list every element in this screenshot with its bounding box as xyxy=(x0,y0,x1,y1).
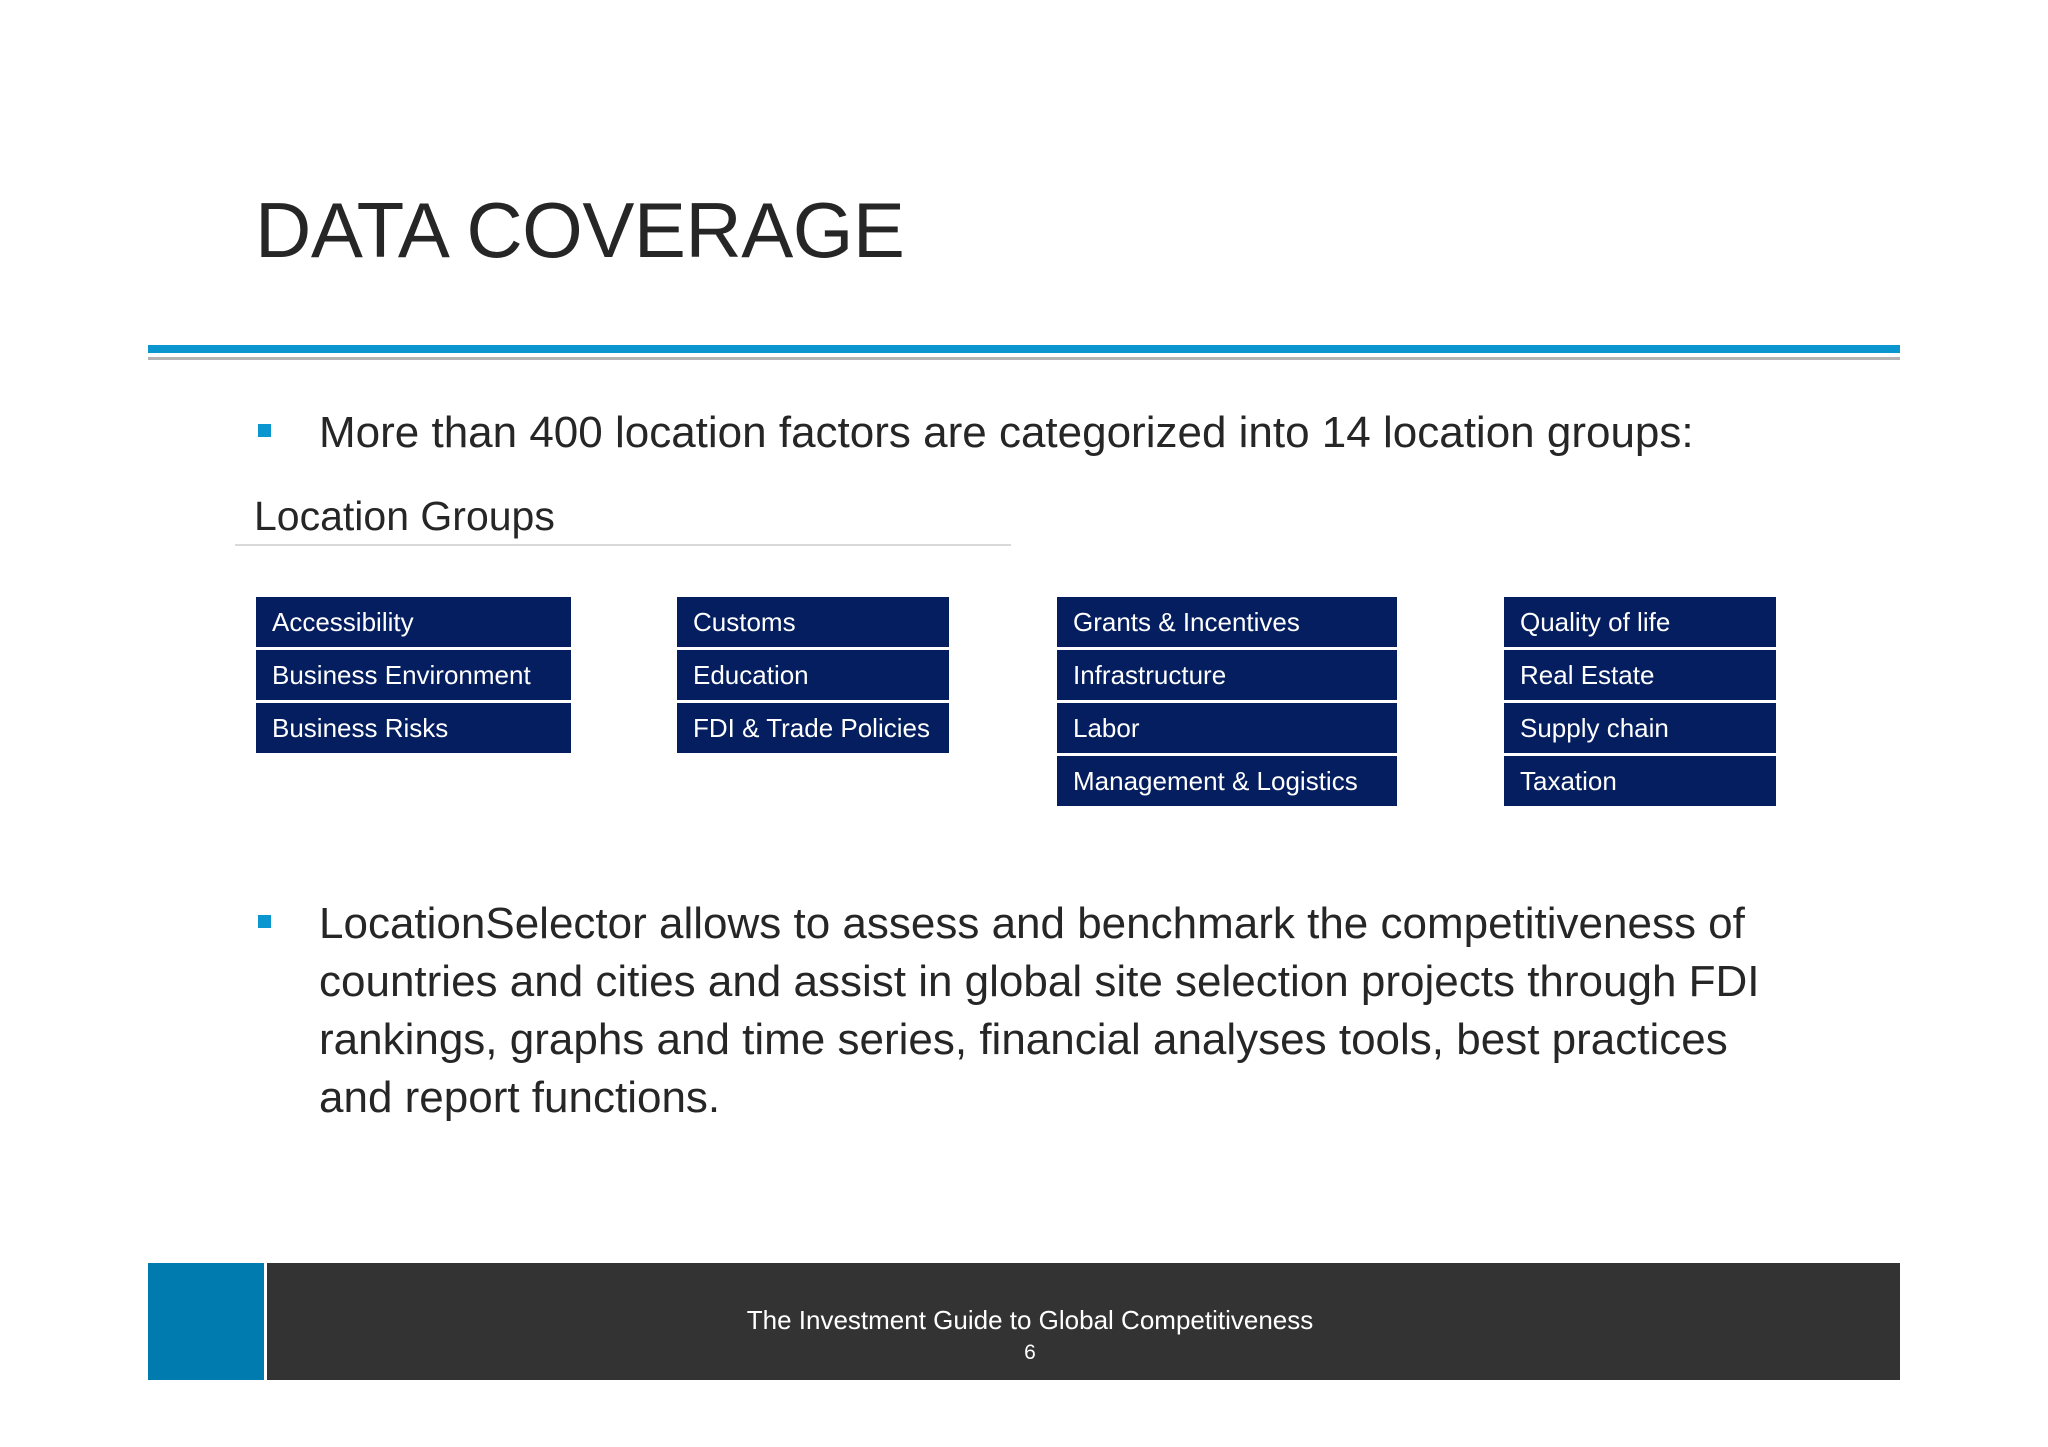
location-group-column xyxy=(256,597,571,756)
bullet-marker xyxy=(258,915,271,928)
location-groups-underline xyxy=(235,544,1011,546)
location-group-cell: Taxation xyxy=(1504,756,1776,806)
bullet-marker xyxy=(258,424,271,437)
title-rule-gray xyxy=(148,357,1900,360)
location-group-cell: FDI & Trade Policies xyxy=(677,703,949,753)
location-group-cell: Real Estate xyxy=(1504,650,1776,700)
title-rule-blue xyxy=(148,345,1900,353)
location-group-column xyxy=(1057,597,1397,809)
location-group-column xyxy=(677,597,949,756)
bullet-text: LocationSelector allows to assess and benchmark the competitiveness of countries and cities and assist in global site selection projects through FDI rankings, graphs and time series, financial analyses tools, best practices and report functions. xyxy=(319,899,1760,1122)
location-group-column xyxy=(1504,597,1776,809)
location-group-cell: Labor xyxy=(1057,703,1397,753)
location-group-cell: Infrastructure xyxy=(1057,650,1397,700)
footer-title: The Investment Guide to Global Competitiveness xyxy=(746,1305,1314,1335)
page-number: 6 xyxy=(1024,1341,1036,1364)
location-group-cell: Business Risks xyxy=(256,703,571,753)
location-group-cell: Grants & Incentives xyxy=(1057,597,1397,647)
bullet-text: More than 400 location factors are categorized into 14 location groups: xyxy=(319,408,1694,457)
location-group-cell: Business Environment xyxy=(256,650,571,700)
page-title: DATA COVERAGE xyxy=(255,186,905,274)
location-group-cell: Management & Logistics xyxy=(1057,756,1397,806)
footer-accent-square xyxy=(148,1263,264,1380)
location-groups-heading: Location Groups xyxy=(254,493,555,539)
location-group-cell: Accessibility xyxy=(256,597,571,647)
location-group-cell: Customs xyxy=(677,597,949,647)
location-group-cell: Quality of life xyxy=(1504,597,1776,647)
location-group-cell: Supply chain xyxy=(1504,703,1776,753)
location-group-cell: Education xyxy=(677,650,949,700)
